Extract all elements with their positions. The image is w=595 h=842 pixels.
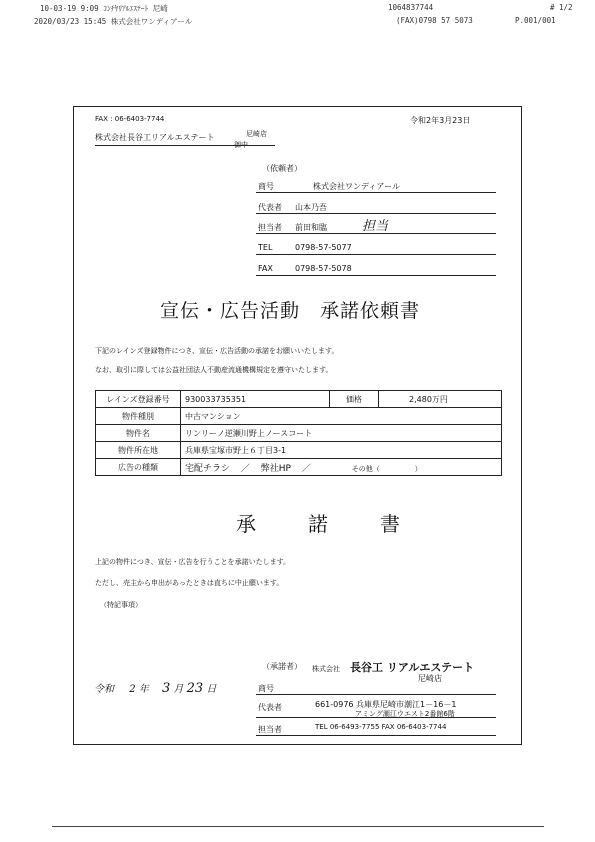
consent-special-notes: （特記事項） [100,601,142,609]
staff-signature: 担当 [362,219,389,234]
requester-value-staff: 前田和臨 [295,223,327,232]
approver-address: 661-0976 兵庫県尼崎市潮江1－16－1 [315,700,457,709]
name-label: 物件名 [96,425,181,442]
bottom-rule [52,826,544,827]
fax-header-line2-mid: (FAX)0798 57 5073 [396,16,473,25]
name-value: リンリーノ逆瀬川野上ノースコート [181,425,502,442]
requester-line-2 [256,213,496,214]
media-value [181,459,502,476]
requester-label-staff: 担当者 [258,223,282,232]
consent-line-2: ただし、売主から申出があったときは直ちに中止願います。 [95,579,284,587]
to-company: 株式会社長谷工リアルエステート [95,133,215,142]
media-website: 弊社HP [260,463,291,474]
reins-value: 930033735351 [181,391,330,408]
approver-branch: 尼崎店 [418,674,442,683]
date-year: 2 [129,684,136,695]
date-day: 23 [186,681,204,696]
table-row [96,459,502,476]
fax-header-line1-mid: 1064837744 [388,3,434,12]
date-top: 令和2年3月23日 [410,116,471,125]
table-row [96,425,502,442]
requester-value-rep: 山本乃吾 [295,203,327,212]
table-row [96,442,502,459]
requester-label-company: 商号 [258,182,274,191]
requester-line-4 [256,254,496,255]
date-month-label: 月 [173,684,184,695]
approver-label-rep: 代表者 [258,703,282,712]
to-suffix: 御中 [234,141,248,149]
approver-line-1 [256,694,496,695]
approve-date [94,680,216,696]
date-year-label: 年 [138,684,149,695]
media-flyer: 宅配チラシ [185,463,231,474]
requester-line-5 [256,275,496,276]
consent-title: 承 諾 書 [236,512,416,536]
requester-value-fax: 0798-57-5078 [295,264,352,273]
document-title: 宣伝・広告活動 承諾依頼書 [160,300,421,322]
media-label: 広告の種類 [96,459,181,476]
table-row [96,408,502,425]
type-value: 中古マンション [181,408,502,425]
table-row [96,391,502,408]
approver-line-3 [256,735,496,736]
consent-line-1: 上記の物件につき、宣伝・広告を行うことを承諾いたします。 [95,558,291,566]
to-underline [95,145,275,146]
fax-header-line2-left: 2020/03/23 15:45 株式会社ワンディアール [34,17,193,26]
requester-heading: （依頼者） [262,164,302,173]
approver-contact: TEL 06-6493-7755 FAX 06-6403-7744 [315,723,447,731]
property-table [95,390,502,476]
approver-building: アミング潮江ウエスト2番館6階 [355,710,455,718]
requester-line-1 [256,192,496,193]
to-branch: 尼崎店 [246,130,267,138]
approver-line-2 [256,717,496,718]
media-sep-2: ／ [301,463,311,474]
approver-company-prefix: 株式会社 [312,665,340,673]
intro-line-2: なお、取引に際しては公益社団法人不動産流通機構規定を遵守いたします。 [95,366,333,374]
approver-company: 長谷工 リアルエステート [350,661,475,674]
requester-value-company: 株式会社ワンディアール [313,182,400,191]
approver-heading: （承諾者） [262,662,302,671]
requester-label-tel: TEL [258,243,273,252]
intro-line-1: 下記のレインズ登録物件につき、宣伝・広告活動の承諾をお願いいたします。 [95,347,339,355]
requester-label-rep: 代表者 [258,203,282,212]
address-label: 物件所在地 [96,442,181,459]
fax-header-line2-right: P.001/001 [515,16,556,25]
fax-header-line1-left: 10-03-19 9:09 ｺﾝﾁﾔﾘｱﾙｴｽﾃｰﾄ 尼崎 [40,4,168,13]
date-day-label: 日 [206,684,217,695]
approver-label-company: 商号 [258,684,274,693]
media-other: その他（ ） [351,464,422,473]
date-era: 令和 [94,684,114,695]
to-fax: FAX : 06-6403-7744 [95,115,165,123]
address-value: 兵庫県宝塚市野上６丁目3-1 [181,442,502,459]
fax-header-line1-right: # 1/2 [550,3,573,12]
requester-value-tel: 0798-57-5077 [295,243,352,252]
price-value: 2,480万円 [379,391,502,408]
reins-label: レインズ登録番号 [96,391,181,408]
approver-label-staff: 担当者 [258,725,282,734]
date-month: 3 [161,681,171,696]
price-label: 価格 [330,391,379,408]
media-sep-1: ／ [240,463,250,474]
requester-line-3 [256,233,496,234]
requester-label-fax: FAX [258,264,273,273]
type-label: 物件種別 [96,408,181,425]
